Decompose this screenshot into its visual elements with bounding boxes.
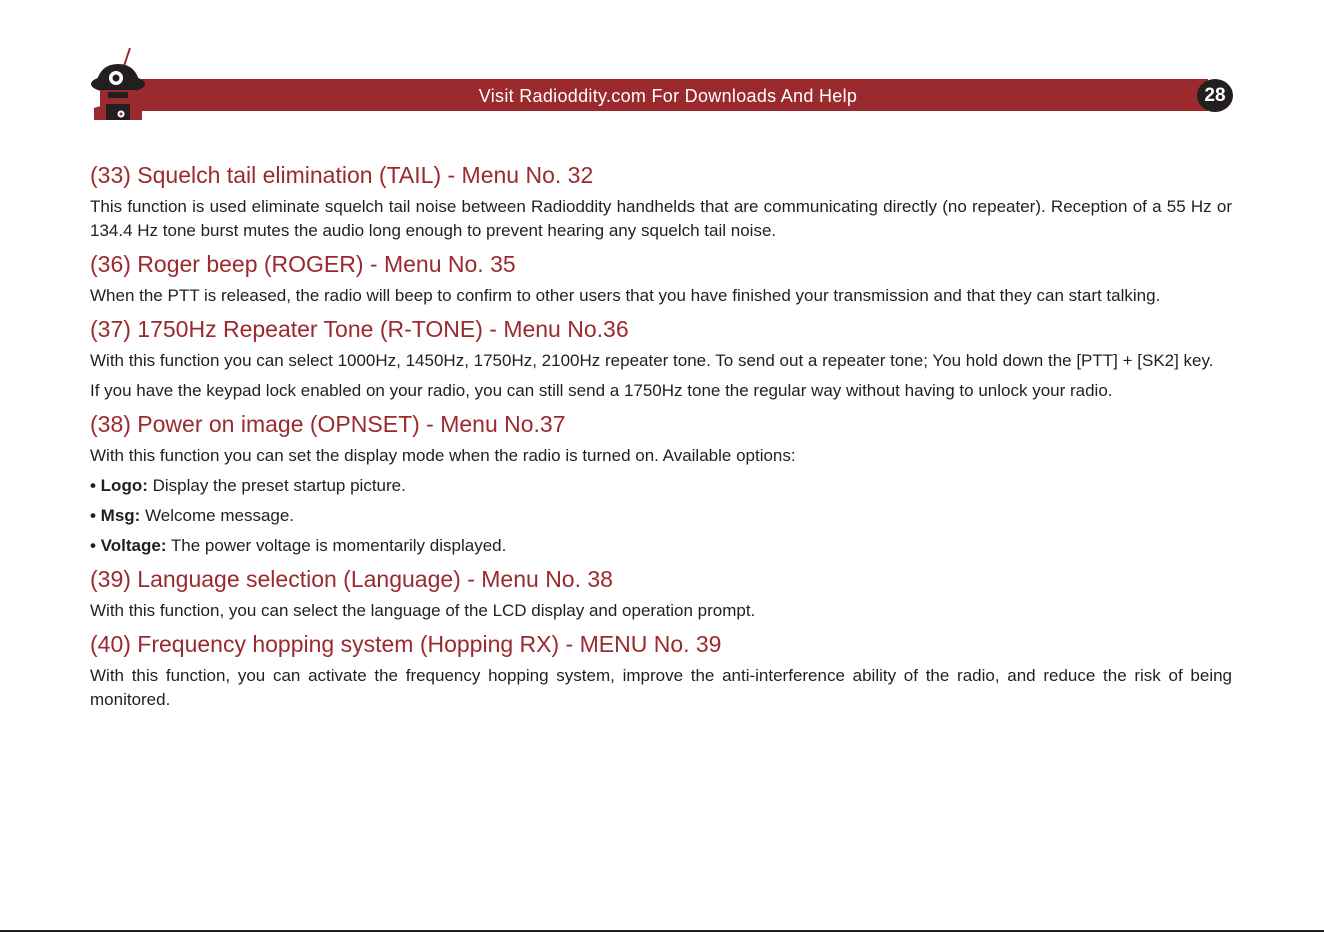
section-paragraph: With this function you can set the display mode when the radio is turned on. Available options: xyxy=(90,446,796,465)
section-paragraph: With this function, you can select the language of the LCD display and operation prompt. xyxy=(90,601,756,620)
bullet-label: • Voltage: xyxy=(90,536,167,555)
bullet-label: • Logo: xyxy=(90,476,148,495)
bullet-item-logo xyxy=(90,474,1232,498)
page-number-badge: 28 xyxy=(1197,79,1233,112)
page-bottom-rule xyxy=(0,930,1324,932)
section-title: (37) 1750Hz Repeater Tone (R-TONE) - Menu No.36 xyxy=(90,316,629,342)
bullet-text: The power voltage is momentarily displayed. xyxy=(166,536,507,555)
section-paragraph: This function is used eliminate squelch tail noise between Radioddity handhelds that are communicating directly (no repeater). Reception of a 55 Hz or 134.4 Hz tone burst mutes the audio long enough to prevent hearing any squelch tail noise. xyxy=(90,197,1232,240)
section-language xyxy=(90,564,1232,623)
section-paragraph: When the PTT is released, the radio will beep to confirm to other users that you have finished your transmission and that they can start talking. xyxy=(90,286,1161,305)
bullet-text: Display the preset startup picture. xyxy=(147,476,406,495)
section-tail xyxy=(90,160,1232,243)
section-hopping xyxy=(90,629,1232,712)
section-paragraph: With this function, you can activate the frequency hopping system, improve the anti-interference ability of the radio, and reduce the risk of being monitored. xyxy=(90,666,1232,709)
section-title: (33) Squelch tail elimination (TAIL) - Menu No. 32 xyxy=(90,162,594,188)
section-title: (36) Roger beep (ROGER) - Menu No. 35 xyxy=(90,251,516,277)
manual-content xyxy=(90,160,1232,718)
section-paragraph: With this function you can select 1000Hz, 1450Hz, 1750Hz, 2100Hz repeater tone. To send out a repeater tone; You hold down the [PTT] + [SK2] key. xyxy=(90,351,1214,370)
bullet-label: • Msg: xyxy=(90,506,141,525)
radioddity-mascot-logo-icon xyxy=(86,46,150,122)
banner-text[interactable]: Visit Radioddity.com For Downloads And Help xyxy=(478,86,858,106)
bullet-text: Welcome message. xyxy=(140,506,295,525)
section-roger xyxy=(90,249,1232,308)
bullet-item-msg xyxy=(90,504,1232,528)
section-title: (38) Power on image (OPNSET) - Menu No.37 xyxy=(90,411,566,437)
section-paragraph: If you have the keypad lock enabled on your radio, you can still send a 1750Hz tone the regular way without having to unlock your radio. xyxy=(90,381,1113,400)
bullet-item-voltage xyxy=(90,534,1232,558)
section-r-tone xyxy=(90,314,1232,403)
section-opnset xyxy=(90,409,1232,558)
section-title: (40) Frequency hopping system (Hopping RX) - MENU No. 39 xyxy=(90,631,722,657)
section-title: (39) Language selection (Language) - Menu No. 38 xyxy=(90,566,613,592)
